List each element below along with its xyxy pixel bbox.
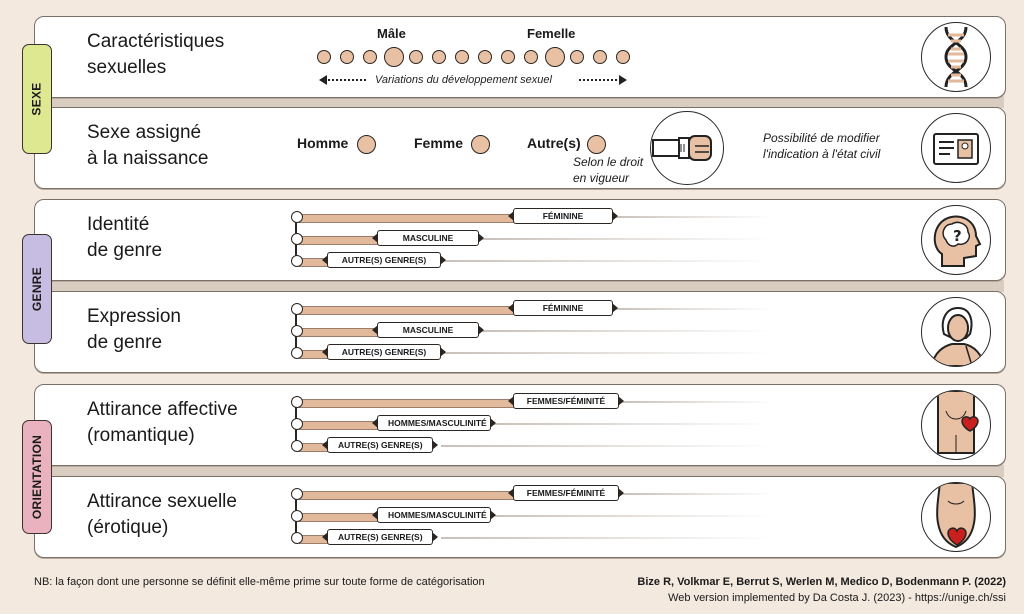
slider-label: AUTRE(S) GENRE(S) (327, 344, 441, 360)
dna-icon (921, 22, 991, 92)
web-credit: Web version implemented by Da Costa J. (2023) - https://unige.ch/ssi (668, 592, 1006, 604)
sex-variation-dot (616, 50, 630, 64)
slider-feminine (291, 303, 771, 315)
head-question-icon (921, 205, 991, 275)
slider-label: FEMMES/FÉMINITÉ (513, 393, 619, 409)
slider-label: MASCULINE (377, 322, 479, 338)
slider-men (291, 510, 771, 522)
sex-variation-dot (363, 50, 377, 64)
slider-label: FEMMES/FÉMINITÉ (513, 485, 619, 501)
sex-characteristics-panel (34, 16, 1006, 98)
person-portrait-icon (921, 297, 991, 367)
slider-feminine (291, 211, 771, 223)
sex-variation-dot (524, 50, 538, 64)
citation: Bize R, Volkmar E, Berrut S, Werlen M, Medico D, Bodenmann P. (2022) (637, 576, 1006, 588)
footer-note: NB: la façon dont une personne se définit elle-même prime sur toute forme de catégorisation (34, 576, 485, 588)
sex-variation-dot (432, 50, 446, 64)
civil-status-note: Possibilité de modifier l'indication à l'état civil (763, 131, 881, 161)
option-other-dot (587, 135, 606, 154)
gender-expression-title: Expression de genre (87, 306, 181, 353)
wristband-icon (650, 111, 724, 185)
gender-identity-title: Identité de genre (87, 214, 163, 261)
footer-reference (637, 574, 1006, 606)
slider-other (291, 347, 771, 359)
law-note: Selon le droit en vigueur (573, 155, 644, 185)
option-woman-dot (471, 135, 490, 154)
male-label: Mâle (377, 26, 406, 41)
sex-variation-dot (593, 50, 607, 64)
slider-label: AUTRE(S) GENRE(S) (327, 252, 441, 268)
sexe-group-tab: SEXE (22, 44, 52, 154)
option-woman-label: Femme (414, 135, 464, 151)
sex-assigned-title: Sexe assigné à la naissance (87, 122, 209, 169)
option-man-label: Homme (297, 135, 349, 151)
sex-variation-dot (478, 50, 492, 64)
sex-variation-dot (340, 50, 354, 64)
female-dot (545, 47, 565, 67)
svg-text:?: ? (953, 227, 962, 245)
option-other-label: Autre(s) (527, 135, 581, 151)
slider-label: HOMMES/MASCULINITÉ (377, 507, 491, 523)
sex-variation-dot (409, 50, 423, 64)
slider-other (291, 440, 771, 452)
romantic-attraction-panel (34, 384, 1006, 466)
sex-variation-dot (570, 50, 584, 64)
slider-masculine (291, 233, 771, 245)
genre-group-tab: GENRE (22, 234, 52, 344)
right-arrow-icon (577, 75, 627, 85)
slider-label: AUTRE(S) GENRE(S) (327, 529, 433, 545)
slider-women (291, 396, 771, 408)
sexual-attraction-title: Attirance sexuelle (érotique) (87, 491, 237, 538)
gender-expression-panel (34, 291, 1006, 373)
slider-label: AUTRE(S) GENRE(S) (327, 437, 433, 453)
slider-other (291, 255, 771, 267)
sex-assigned-panel (34, 107, 1006, 189)
orientation-group-tab: ORIENTATION (22, 420, 52, 534)
id-card-icon (921, 113, 991, 183)
slider-label: FÉMININE (513, 300, 613, 316)
option-man-dot (357, 135, 376, 154)
slider-other (291, 532, 771, 544)
sex-variation-dot (501, 50, 515, 64)
heart-torso-icon (921, 390, 991, 460)
sex-variation-dot (455, 50, 469, 64)
slider-label: HOMMES/MASCULINITÉ (377, 415, 491, 431)
gender-identity-panel (34, 199, 1006, 281)
female-label: Femelle (527, 26, 576, 41)
sex-variation-dot (317, 50, 331, 64)
left-arrow-icon (319, 75, 369, 85)
variation-label: Variations du développement sexuel (375, 74, 552, 86)
romantic-attraction-title: Attirance affective (romantique) (87, 399, 238, 446)
sex-characteristics-title: Caractéristiques sexuelles (87, 31, 225, 78)
slider-women (291, 488, 771, 500)
sexual-attraction-panel (34, 476, 1006, 558)
slider-label: MASCULINE (377, 230, 479, 246)
male-dot (384, 47, 404, 67)
slider-masculine (291, 325, 771, 337)
slider-label: FÉMININE (513, 208, 613, 224)
heart-pelvis-icon (921, 482, 991, 552)
slider-men (291, 418, 771, 430)
